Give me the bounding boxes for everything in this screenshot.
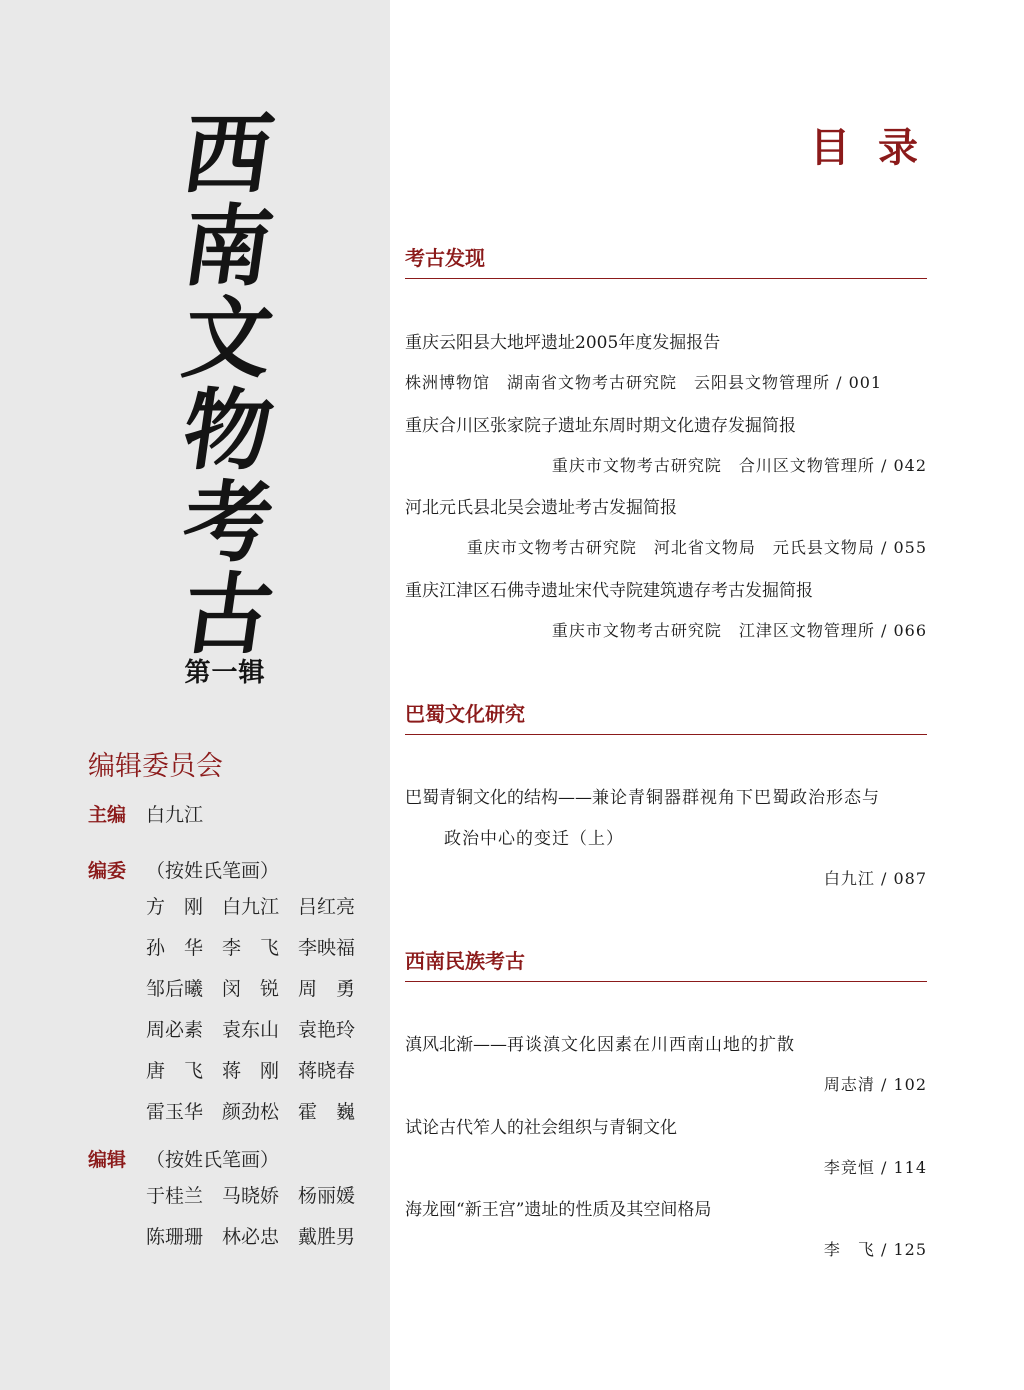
article-author: 白九江 / 087 [823, 869, 927, 888]
article-author: 株洲博物馆 湖南省文物考古研究院 云阳县文物管理所 / 001 [405, 373, 883, 392]
section-heading-label: 巴蜀文化研究 [405, 702, 525, 726]
title-char: 古 [176, 562, 280, 666]
member-name: 吕红亮 [298, 896, 356, 918]
chief-editor-label: 主编 [88, 804, 127, 826]
article-title-text: 试论古代笮人的社会组织与青铜文化 [405, 1118, 677, 1138]
member-name: 李映福 [298, 937, 356, 959]
title-char: 南 [176, 194, 280, 298]
article-title-text: 巴蜀青铜文化的结构—— [405, 788, 592, 808]
section-heading [405, 945, 927, 982]
article-title[interactable] [405, 411, 927, 436]
article-author: 李 飞 / 125 [823, 1240, 927, 1259]
article-subtitle-continuation: 政治中心的变迁（上） [444, 829, 624, 849]
article-title-text: 重庆合川区张家院子遗址东周时期文化遗存发掘简报 [405, 416, 796, 436]
volume-label: 第一辑 [184, 658, 266, 688]
chief-editor-name: 白九江 [146, 804, 204, 826]
member-name: 方 刚 [146, 896, 204, 918]
toc-title: 目录 [810, 124, 946, 171]
article-title[interactable] [405, 1195, 927, 1220]
member-name: 袁东山 [222, 1019, 280, 1041]
article-author: 重庆市文物考古研究院 江津区文物管理所 / 066 [551, 621, 927, 640]
title-char: 西 [176, 102, 280, 206]
member-name: 闵 锐 [222, 978, 280, 1000]
board-title: 编辑委员会 [88, 751, 223, 782]
editor-name: 戴胜男 [298, 1226, 356, 1248]
article-title[interactable] [405, 493, 927, 518]
article-title[interactable] [405, 1113, 927, 1138]
article-title[interactable] [405, 1030, 927, 1055]
editors-label: 编辑 [88, 1149, 127, 1171]
article-title-text: 重庆江津区石佛寺遗址宋代寺院建筑遗存考古发掘简报 [405, 581, 813, 601]
article-author: 周志清 / 102 [823, 1075, 927, 1094]
members-label: 编委 [88, 860, 127, 882]
article-title[interactable] [405, 328, 927, 353]
member-name: 白九江 [222, 896, 280, 918]
member-name: 蒋 刚 [222, 1060, 280, 1082]
member-name: 周必素 [146, 1019, 204, 1041]
member-name: 雷玉华 [146, 1101, 204, 1123]
editor-name: 杨丽媛 [298, 1185, 356, 1207]
member-name: 唐 飞 [146, 1060, 204, 1082]
member-name: 邹后曦 [146, 978, 204, 1000]
section-heading-label: 考古发现 [405, 246, 485, 270]
article-subtitle: 兼论青铜器群视角下巴蜀政治形态与 [592, 788, 880, 808]
editor-name: 于桂兰 [146, 1185, 204, 1207]
section-heading-label: 西南民族考古 [405, 949, 525, 973]
article-title-text: 重庆云阳县大地坪遗址2005年度发掘报告 [405, 333, 721, 353]
title-char: 文 [176, 286, 280, 390]
article-title[interactable] [405, 576, 927, 601]
editor-name: 林必忠 [222, 1226, 280, 1248]
article-author: 重庆市文物考古研究院 河北省文物局 元氏县文物局 / 055 [466, 538, 927, 557]
editor-name: 马晓娇 [222, 1185, 280, 1207]
article-subtitle: 再谈滇文化因素在川西南山地的扩散 [507, 1035, 795, 1055]
editors-list [146, 1176, 374, 1258]
editors-note: （按姓氏笔画） [146, 1149, 280, 1171]
member-name: 李 飞 [222, 937, 280, 959]
article-author: 李竞恒 / 114 [823, 1158, 927, 1177]
members-list [146, 887, 374, 1133]
article-title-text: 海龙囤“新王宫”遗址的性质及其空间格局 [405, 1200, 712, 1220]
article-title[interactable] [405, 783, 927, 808]
member-name: 颜劲松 [222, 1101, 280, 1123]
member-name: 孙 华 [146, 937, 204, 959]
member-name: 周 勇 [298, 978, 356, 1000]
member-name: 霍 巍 [298, 1101, 356, 1123]
section-heading [405, 698, 927, 735]
member-name: 蒋晓春 [298, 1060, 356, 1082]
title-char: 考 [176, 470, 280, 574]
title-char: 物 [176, 378, 280, 482]
sidebar [0, 0, 390, 1390]
members-note: （按姓氏笔画） [146, 860, 280, 882]
journal-title [176, 102, 280, 666]
article-author: 重庆市文物考古研究院 合川区文物管理所 / 042 [551, 456, 927, 475]
section-heading [405, 242, 927, 279]
member-name: 袁艳玲 [298, 1019, 356, 1041]
editor-name: 陈珊珊 [146, 1226, 204, 1248]
article-title-text: 滇风北渐—— [405, 1035, 507, 1055]
article-title-text: 河北元氏县北吴会遗址考古发掘简报 [405, 498, 677, 518]
